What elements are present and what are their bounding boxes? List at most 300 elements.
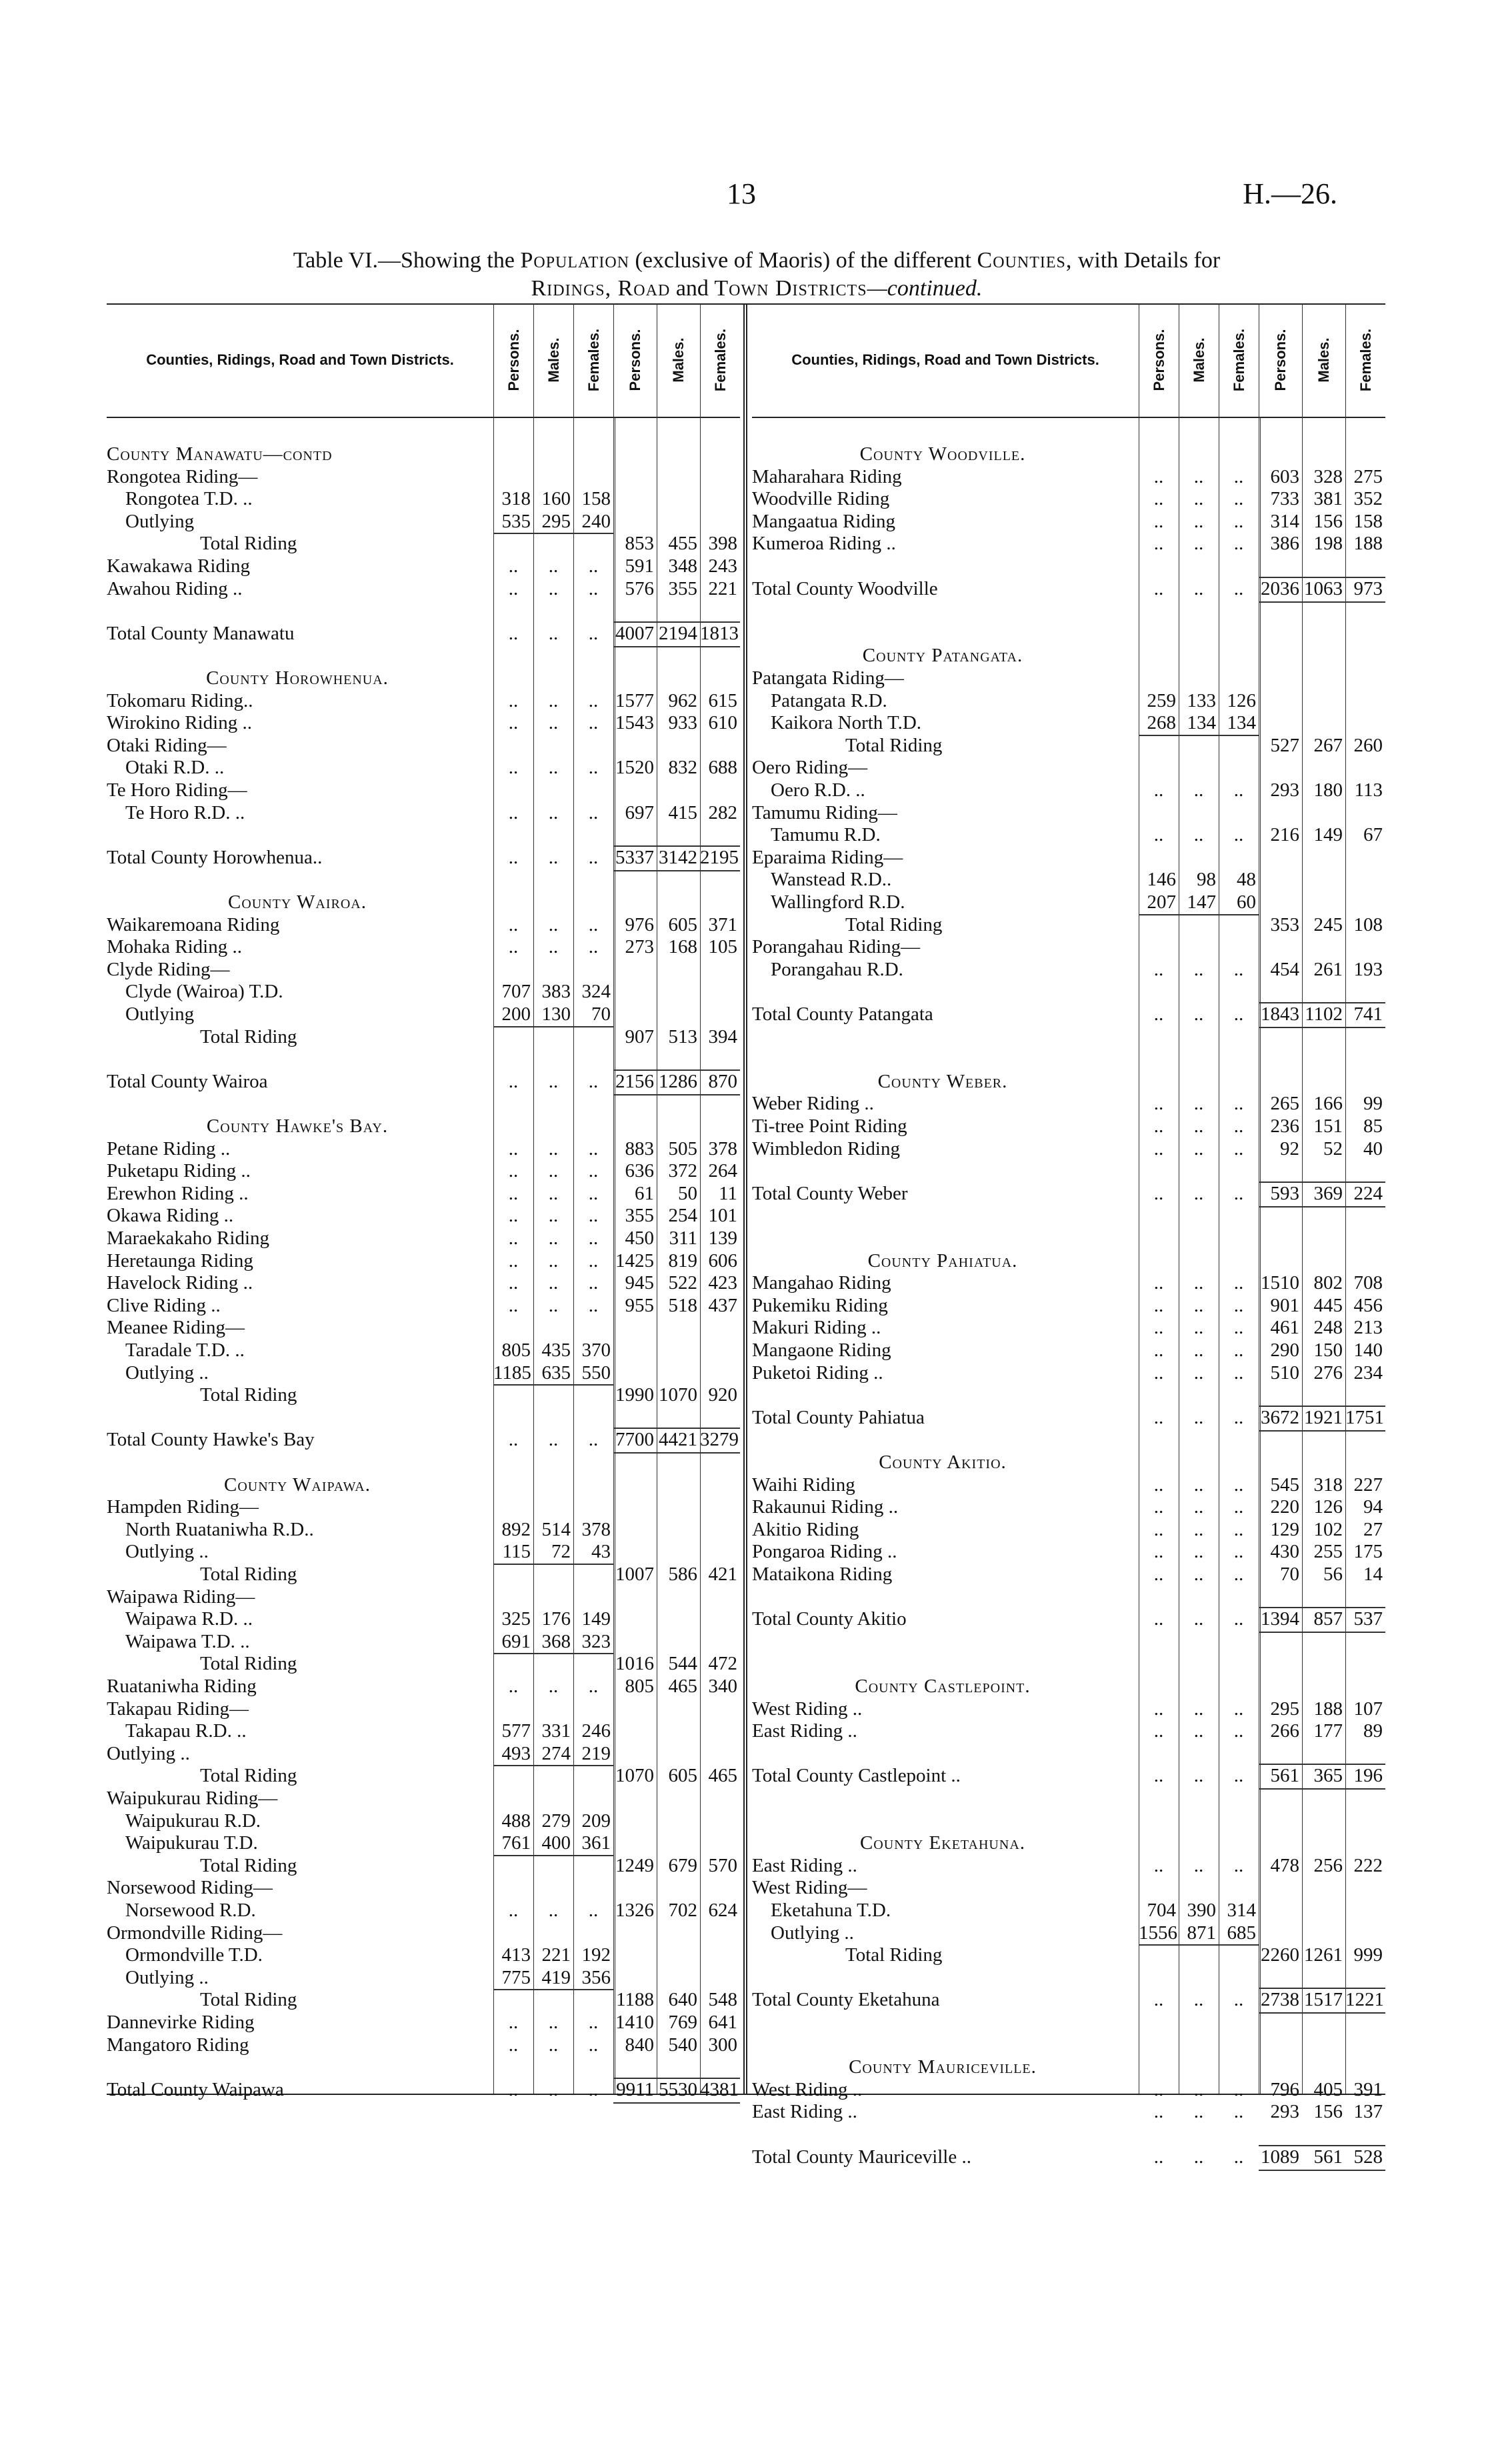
cell-persons: .. xyxy=(508,1205,519,1227)
cell-persons: .. xyxy=(1153,1294,1164,1316)
subtotal-rule xyxy=(493,1564,613,1565)
district-label: Clive Riding .. xyxy=(107,1294,221,1316)
cell-males: 5530 xyxy=(659,2078,697,2100)
cell-males: .. xyxy=(1193,779,1204,801)
district-label: Te Horo R.D. .. xyxy=(125,801,245,823)
district-label: Rakaunui Riding .. xyxy=(752,1496,899,1518)
table-row xyxy=(752,779,1385,801)
district-label: Eparaima Riding— xyxy=(752,846,903,868)
total-rule xyxy=(1259,2170,1385,2171)
cell-persons: 236 xyxy=(1270,1115,1299,1137)
cell-males: .. xyxy=(548,2034,559,2056)
cell-females: .. xyxy=(588,689,599,711)
caption-population: Population xyxy=(520,248,630,273)
cell-females: 352 xyxy=(1353,488,1383,510)
subtotal-rule xyxy=(493,533,613,534)
cell-females: .. xyxy=(1233,1989,1244,2011)
table-row xyxy=(107,936,740,958)
cell-persons: .. xyxy=(1153,577,1164,599)
cell-females: 324 xyxy=(581,981,611,1003)
cell-females: 192 xyxy=(581,1944,611,1966)
cell-females: 240 xyxy=(581,510,611,532)
cell-persons: .. xyxy=(508,913,519,935)
cell-persons: 259 xyxy=(1147,689,1176,711)
cell-males: 540 xyxy=(668,2034,697,2056)
cell-males: .. xyxy=(1193,465,1204,487)
cell-females: .. xyxy=(1233,958,1244,980)
cell-males: 147 xyxy=(1187,891,1216,913)
subtotal-rule xyxy=(493,1855,613,1856)
total-rule xyxy=(1259,1430,1385,1432)
cell-males: .. xyxy=(548,2012,559,2033)
cell-males: 276 xyxy=(1313,1362,1343,1384)
cell-persons: .. xyxy=(1153,1474,1164,1496)
cell-persons: .. xyxy=(508,622,519,644)
table-row xyxy=(752,1362,1385,1384)
cell-females: .. xyxy=(1233,577,1244,599)
caption-continued: —continued. xyxy=(867,276,983,301)
cell-males: .. xyxy=(548,1272,559,1294)
district-label: Mangahao Riding xyxy=(752,1272,891,1294)
cell-males: .. xyxy=(1193,1182,1204,1204)
cell-persons: 293 xyxy=(1270,779,1299,801)
cell-persons: .. xyxy=(1153,1003,1164,1025)
cell-persons: 1556 xyxy=(1139,1922,1177,1944)
district-label: Oero R.D. .. xyxy=(771,779,865,801)
header-males: Males. xyxy=(657,303,700,417)
cell-persons: 945 xyxy=(625,1272,654,1294)
district-label: Rongotea T.D. .. xyxy=(125,488,253,510)
cell-persons: .. xyxy=(508,1900,519,1921)
cell-persons: 146 xyxy=(1147,869,1176,891)
table-row xyxy=(107,2079,740,2101)
cell-persons: 2036 xyxy=(1261,577,1299,599)
cell-females: 105 xyxy=(708,936,737,958)
cell-persons: .. xyxy=(1153,1564,1164,1585)
cell-persons: 3672 xyxy=(1261,1406,1299,1428)
cell-persons: .. xyxy=(508,2034,519,2056)
district-label: Total Riding xyxy=(200,1989,297,2011)
page-header xyxy=(0,177,1512,217)
cell-persons: .. xyxy=(508,577,519,599)
cell-persons: 266 xyxy=(1270,1720,1299,1742)
district-label: Waipawa Riding— xyxy=(107,1586,255,1608)
cell-males: 279 xyxy=(541,1810,571,1832)
total-rule xyxy=(1259,2145,1385,2146)
cell-females: 209 xyxy=(581,1810,611,1832)
cell-males: 98 xyxy=(1197,869,1216,891)
table-row xyxy=(752,2101,1385,2123)
total-rule xyxy=(1259,1632,1385,1633)
cell-males: 245 xyxy=(1313,913,1343,935)
cell-males: 544 xyxy=(668,1653,697,1675)
table-row xyxy=(752,1317,1385,1339)
table-row xyxy=(107,1317,740,1339)
county-heading: County Hawke's Bay. xyxy=(206,1115,389,1137)
cell-persons: 775 xyxy=(501,1966,531,1988)
cell-females: 1221 xyxy=(1345,1989,1384,2011)
cell-persons: 697 xyxy=(625,801,654,823)
table-row xyxy=(752,1720,1385,1742)
cell-females: .. xyxy=(1233,2101,1244,2123)
cell-persons: .. xyxy=(1153,1765,1164,1787)
cell-males: .. xyxy=(548,1294,559,1316)
cell-males: 248 xyxy=(1313,1317,1343,1339)
cell-males: 166 xyxy=(1313,1093,1343,1115)
cell-persons: 454 xyxy=(1270,958,1299,980)
district-label: Waikaremoana Riding xyxy=(107,913,280,935)
cell-persons: .. xyxy=(508,1250,519,1272)
district-label: Total County Eketahuna xyxy=(752,1989,940,2011)
district-label: Total County Akitio xyxy=(752,1608,907,1630)
table-row xyxy=(107,959,740,981)
table-row xyxy=(107,779,740,801)
cell-females: .. xyxy=(588,757,599,779)
table-row xyxy=(107,578,740,600)
total-rule xyxy=(613,646,740,647)
caption-town-districts: Town Districts xyxy=(714,276,867,301)
subtotal-rule xyxy=(1139,914,1259,915)
table-row xyxy=(752,802,1385,824)
cell-males: 635 xyxy=(541,1362,571,1384)
cell-females: 94 xyxy=(1363,1496,1383,1518)
table-row xyxy=(107,1855,740,1877)
cell-persons: 413 xyxy=(501,1944,531,1966)
district-label: Clyde Riding— xyxy=(107,958,230,980)
table-row xyxy=(107,1922,740,1944)
cell-females: .. xyxy=(1233,2146,1244,2168)
table-row xyxy=(752,511,1385,533)
county-heading: County Horowhenua. xyxy=(206,667,389,689)
header-females: Females. xyxy=(1219,303,1259,417)
district-label: Tamumu Riding— xyxy=(752,801,897,823)
cell-females: 113 xyxy=(1354,779,1383,801)
cell-females: 550 xyxy=(581,1362,611,1384)
header-district-title: Counties, Ridings, Road and Town Districts. xyxy=(791,351,1099,368)
table-row xyxy=(107,1295,740,1317)
district-label: Total County Patangata xyxy=(752,1003,933,1025)
cell-males: 455 xyxy=(668,533,697,555)
county-heading: County Weber. xyxy=(877,1070,1008,1092)
cell-males: 102 xyxy=(1313,1518,1343,1540)
county-heading-row xyxy=(752,1832,1385,1854)
cell-persons: .. xyxy=(508,936,519,958)
cell-females: 246 xyxy=(581,1720,611,1742)
cell-persons: .. xyxy=(508,1676,519,1697)
cell-persons: 268 xyxy=(1147,712,1176,734)
district-label: Takapau Riding— xyxy=(107,1698,249,1720)
cell-persons: .. xyxy=(1153,1720,1164,1742)
cell-females: 610 xyxy=(708,712,737,734)
cell-persons: 577 xyxy=(501,1720,531,1742)
cell-persons: 2738 xyxy=(1261,1989,1299,2011)
table-row xyxy=(752,1944,1385,1966)
cell-females: .. xyxy=(588,1205,599,1227)
table-row xyxy=(752,466,1385,488)
district-label: Ormondville T.D. xyxy=(125,1944,263,1966)
cell-females: .. xyxy=(1233,1541,1244,1563)
total-rule xyxy=(1259,1788,1385,1790)
table-row xyxy=(752,891,1385,913)
table-row xyxy=(107,1564,740,1586)
cell-males: 348 xyxy=(668,555,697,577)
cell-persons: 4007 xyxy=(615,622,654,644)
cell-females: .. xyxy=(1233,465,1244,487)
district-label: West Riding— xyxy=(752,1877,867,1899)
cell-females: .. xyxy=(1233,1496,1244,1518)
table-row xyxy=(752,847,1385,869)
cell-males: 160 xyxy=(541,488,571,510)
cell-females: .. xyxy=(588,936,599,958)
page-reference: H.—26. xyxy=(1243,177,1337,210)
district-label: Makuri Riding .. xyxy=(752,1317,881,1339)
table-row xyxy=(107,1900,740,1922)
district-label: Outlying .. xyxy=(125,1541,209,1563)
cell-persons: 353 xyxy=(1270,913,1299,935)
cell-persons: 207 xyxy=(1147,891,1176,913)
cell-females: 606 xyxy=(708,1250,737,1272)
header-females: Females. xyxy=(1345,303,1385,417)
cell-persons: 493 xyxy=(501,1742,531,1764)
district-label: Hampden Riding— xyxy=(107,1496,259,1518)
table-row xyxy=(752,578,1385,600)
cell-males: .. xyxy=(1193,1093,1204,1115)
cell-males: 56 xyxy=(1323,1564,1343,1585)
cell-females: .. xyxy=(1233,1720,1244,1742)
district-label: Puketoi Riding .. xyxy=(752,1362,883,1384)
cell-males: 355 xyxy=(668,577,697,599)
table-row xyxy=(107,712,740,734)
cell-males: 168 xyxy=(668,936,697,958)
total-rule xyxy=(613,1094,740,1095)
cell-persons: 1070 xyxy=(615,1765,654,1787)
cell-males: .. xyxy=(548,1137,559,1159)
table-row xyxy=(752,1496,1385,1518)
district-label: Pongaroa Riding .. xyxy=(752,1541,897,1563)
cell-persons: .. xyxy=(1153,1272,1164,1294)
district-label: Patangata Riding— xyxy=(752,667,904,689)
total-rule xyxy=(1259,1002,1385,1003)
cell-males: 126 xyxy=(1313,1496,1343,1518)
cell-females: 14 xyxy=(1363,1564,1383,1585)
cell-persons: .. xyxy=(508,1294,519,1316)
cell-persons: .. xyxy=(1153,1340,1164,1361)
district-label: Awahou Riding .. xyxy=(107,577,243,599)
cell-males: .. xyxy=(1193,1518,1204,1540)
county-heading: County Patangata. xyxy=(862,645,1023,667)
cell-females: 158 xyxy=(1353,510,1383,532)
cell-males: .. xyxy=(1193,2078,1204,2100)
cell-females: .. xyxy=(1233,1272,1244,1294)
table-row xyxy=(752,869,1385,891)
cell-females: 688 xyxy=(708,757,737,779)
cell-males: 871 xyxy=(1187,1922,1216,1944)
district-label: Ti-tree Point Riding xyxy=(752,1115,907,1137)
cell-females: .. xyxy=(1233,1362,1244,1384)
caption-and: and xyxy=(675,276,709,301)
cell-females: 134 xyxy=(1227,712,1256,734)
table-row xyxy=(107,1631,740,1653)
cell-males: 221 xyxy=(541,1944,571,1966)
cell-females: 423 xyxy=(708,1272,737,1294)
table-row xyxy=(752,1765,1385,1787)
cell-males: 267 xyxy=(1313,734,1343,756)
cell-females: .. xyxy=(1233,2078,1244,2100)
cell-males: .. xyxy=(1193,1541,1204,1563)
cell-persons: .. xyxy=(508,1227,519,1249)
district-label: Outlying .. xyxy=(771,1922,854,1944)
district-label: Oero Riding— xyxy=(752,757,868,779)
cell-males: .. xyxy=(548,1182,559,1204)
table-row xyxy=(752,1183,1385,1205)
table-row xyxy=(107,533,740,555)
cell-persons: 535 xyxy=(501,510,531,532)
cell-persons: .. xyxy=(1153,533,1164,555)
table-row xyxy=(752,488,1385,510)
table-left-half xyxy=(107,303,740,2100)
cell-females: 371 xyxy=(708,913,737,935)
cell-males: 180 xyxy=(1313,779,1343,801)
table-row xyxy=(107,511,740,533)
table-row xyxy=(107,1720,740,1742)
table-row xyxy=(107,488,740,510)
right-column-header xyxy=(752,303,1385,418)
cell-males: 156 xyxy=(1313,510,1343,532)
cell-males: 133 xyxy=(1187,689,1216,711)
table-row xyxy=(107,1944,740,1966)
cell-persons: 707 xyxy=(501,981,531,1003)
cell-persons: 478 xyxy=(1270,1854,1299,1876)
district-label: Wimbledon Riding xyxy=(752,1137,900,1159)
cell-females: .. xyxy=(588,1900,599,1921)
cell-persons: 295 xyxy=(1270,1698,1299,1720)
district-label: Meanee Riding— xyxy=(107,1317,245,1339)
table-row xyxy=(107,1272,740,1294)
district-label: Total Riding xyxy=(200,1854,297,1876)
cell-males: 405 xyxy=(1313,2078,1343,2100)
table-row xyxy=(752,712,1385,734)
table-row xyxy=(107,1788,740,1810)
cell-persons: .. xyxy=(508,801,519,823)
table-row xyxy=(752,1922,1385,1944)
total-rule xyxy=(1259,1764,1385,1765)
cell-males: 150 xyxy=(1313,1340,1343,1361)
cell-males: 679 xyxy=(668,1854,697,1876)
cell-females: 537 xyxy=(1353,1608,1383,1630)
cell-females: 300 xyxy=(708,2034,737,2056)
table-row xyxy=(752,1855,1385,1877)
cell-females: 314 xyxy=(1227,1900,1256,1921)
cell-males: .. xyxy=(1193,1317,1204,1339)
district-label: Total Riding xyxy=(200,1564,297,1585)
cell-females: 708 xyxy=(1353,1272,1383,1294)
cell-females: 243 xyxy=(708,555,737,577)
cell-persons: .. xyxy=(508,757,519,779)
district-label: Total County Weber xyxy=(752,1182,908,1204)
district-label: Total Riding xyxy=(200,533,297,555)
cell-males: 295 xyxy=(541,510,571,532)
cell-females: 361 xyxy=(581,1832,611,1854)
cell-persons: .. xyxy=(1153,1989,1164,2011)
header-males: Males. xyxy=(533,303,573,417)
cell-males: 318 xyxy=(1313,1474,1343,1496)
cell-females: 323 xyxy=(581,1630,611,1652)
district-label: Outlying .. xyxy=(125,1362,209,1384)
cell-males: 149 xyxy=(1313,824,1343,846)
subtotal-rule xyxy=(493,1989,613,1990)
district-label: Okawa Riding .. xyxy=(107,1205,234,1227)
cell-females: 101 xyxy=(708,1205,737,1227)
county-heading-row xyxy=(752,1071,1385,1093)
cell-males: .. xyxy=(1193,488,1204,510)
cell-males: .. xyxy=(548,1070,559,1092)
cell-females: .. xyxy=(1233,1115,1244,1137)
district-label: Total Riding xyxy=(200,1765,297,1787)
cell-males: .. xyxy=(1193,1496,1204,1518)
cell-persons: 733 xyxy=(1270,488,1299,510)
cell-persons: 1577 xyxy=(615,689,654,711)
cell-persons: 955 xyxy=(625,1294,654,1316)
cell-females: 394 xyxy=(708,1025,737,1047)
cell-males: 331 xyxy=(541,1720,571,1742)
cell-persons: 1007 xyxy=(615,1564,654,1585)
table-row xyxy=(107,1541,740,1563)
cell-males: 2194 xyxy=(659,622,697,644)
cell-persons: 265 xyxy=(1270,1093,1299,1115)
total-rule xyxy=(613,870,740,871)
district-label: Rongotea Riding— xyxy=(107,465,258,487)
district-label: Norsewood Riding— xyxy=(107,1877,273,1899)
district-label: Waipukurau R.D. xyxy=(125,1810,261,1832)
table-row xyxy=(107,1340,740,1362)
table-row xyxy=(107,1989,740,2011)
cell-females: .. xyxy=(588,1160,599,1182)
county-heading-row xyxy=(107,443,740,465)
total-rule xyxy=(1259,1181,1385,1183)
cell-males: .. xyxy=(1193,1406,1204,1428)
table-row xyxy=(107,466,740,488)
cell-females: .. xyxy=(1233,488,1244,510)
cell-females: 378 xyxy=(708,1137,737,1159)
cell-persons: .. xyxy=(508,712,519,734)
total-rule xyxy=(1259,1607,1385,1608)
district-label: Havelock Riding .. xyxy=(107,1272,253,1294)
cell-males: 188 xyxy=(1313,1698,1343,1720)
cell-persons: .. xyxy=(1153,510,1164,532)
total-rule xyxy=(1259,577,1385,578)
cell-persons: 883 xyxy=(625,1137,654,1159)
table-row xyxy=(107,914,740,936)
cell-males: 505 xyxy=(668,1137,697,1159)
cell-persons: 92 xyxy=(1280,1137,1299,1159)
cell-females: 437 xyxy=(708,1294,737,1316)
cell-females: .. xyxy=(1233,1518,1244,1540)
cell-persons: .. xyxy=(508,555,519,577)
cell-persons: 510 xyxy=(1270,1362,1299,1384)
cell-persons: 1543 xyxy=(615,712,654,734)
table-row xyxy=(107,847,740,869)
cell-males: 381 xyxy=(1313,488,1343,510)
cell-females: 472 xyxy=(708,1653,737,1675)
cell-males: 52 xyxy=(1323,1137,1343,1159)
cell-persons: 545 xyxy=(1270,1474,1299,1496)
county-heading: County Castlepoint. xyxy=(855,1676,1031,1697)
total-rule xyxy=(1259,1027,1385,1028)
caption-mid: (exclusive of Maoris) of the different xyxy=(635,248,972,273)
county-heading: County Akitio. xyxy=(879,1452,1007,1473)
table-row xyxy=(107,690,740,712)
district-label: Kumeroa Riding .. xyxy=(752,533,896,555)
